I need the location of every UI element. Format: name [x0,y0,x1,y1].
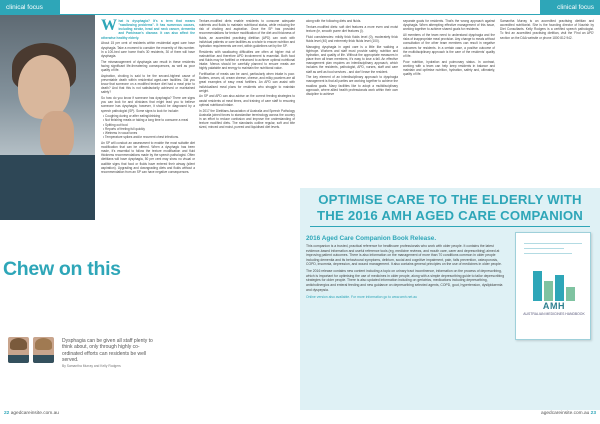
footer-site: agedcareinsite.com.au [10,411,59,416]
logo-bar [555,275,564,301]
paragraph: Texture-modified diets: soft diet features a more even and moist texture (ie, smooth puree diet features (i). [306,24,398,33]
logo-bar [533,271,542,301]
paragraph: along with the following diets and fluids. [306,19,362,23]
article-column-3 [306,19,398,98]
advert-rule [310,226,590,227]
footer-site: agedcareinsite.com.au [541,411,590,416]
section-tab-right: clinical focus [540,0,600,15]
paragraph: Poor nutrition, hydration and pulmonary status. In contrast, working with a team can help keep residents in balance and maintain and optimise nutrition, hydration, safety and, ultimately, quality of life. [403,59,495,77]
headline: Chew on this [3,258,121,280]
sign-item: • Reports of feeling full quickly [103,126,145,131]
photo-shirt [33,355,54,363]
advert-subtitle: 2016 Aged Care Companion Book Release. [306,235,437,242]
intro-text: hat is dysphagia? It's a term that means "swallowing problems". It has numerous causes, including stroke, head and neck cancer, dementia and Parkinson's disease. It can also affect the otherwise healthy elderly. [101,19,195,40]
author-photo-2 [33,337,54,363]
sign-item: • Coughing during or after eating/drinking [103,114,161,119]
top-rule-right [300,14,540,15]
paragraph: So how do you know if someone has dysphagia? There are signs you can look for and clinicians that might lead you to believe someone has dysphagia; however, it should be diagnosed by a speech pathologist (SP). Some signs to look for include: [101,96,195,113]
paragraph: Texture-modified diets enable residents to consume adequate nutrients and fluids to maintain nutritional status, while reducing the risk of choking and aspiration. Once the SP has provided recommendations for texture modification of the diet and thickness of fluids, an accredited practising dietitian (APD) can work with individual patients or care facilities as a whole to ensure nutrition and hydration requirements are met, within guidelines set by the SP. [199,19,295,48]
advert-paragraph: This companion is a trusted, practical reference for healthcare professionals who work with older people. It contains the latest evidence-based information and useful reference tools (eg, medicine reviews, and mouth care, carer and deprescribing) aimed at improving patient outcomes. There is also information on the management of more than 70 conditions common in older people including dementia and its behavioural symptoms, delirium, social and cognitive impairment, pain, falls prevention, osteoporosis, COPD, insomnia, depression, and wound management. It also contains general principles on the use of medicines in older people. [306,244,502,267]
author-note: Samantha Murray is an accredited practising dietitian and accredited nutritionist. She is the founding director of Nourish by Diet Consultants. Kelly Rodgers is a certified speech pathologist. To find an accredited practising dietitian, visit the 'Find an APD' section on the DAA website or phone 1800 812 942. [500,19,594,40]
sign-item: • Not finishing meals or taking a long time to consume a meal [103,118,189,123]
cover-line [524,243,582,244]
article-column-4 [403,19,495,78]
photo-hair [35,338,52,350]
sign-item: • Spitting out food [103,122,128,127]
paragraph: Aspiration, choking is said to be the second-highest cause of preventable death within residential aged-care facilities. Did you know that someone on a modified texture diet had a meal prior to death? And that this is not satisfactorily achieved or maintained safely? [101,73,195,95]
paragraph: About 15 per cent of residents within residential aged care have dysphagia. Take a moment to consider the enormity of this number. In a 100-bed care home that's 30 residents, 30 of them will have dysphagia. [101,41,195,58]
page-number: 22 [4,411,10,416]
article-photo [0,15,95,220]
paragraph: Residents with swallowing difficulties are often at higher risk of malnutrition and therefore APD involvement is essential. Both food and fluids may be fortified or enhanced to achieve optimal nutritional intake. Menus should be carefully planned to ensure meals are highly palatable and energy to maintain the nutritional value. [199,49,295,71]
logo-bar [544,281,553,301]
paragraph: Managing dysphagia in aged care is a little like walking a tightrope. Workers and staff must provide safety, nutrition and hydration, and quality of life. Without the appropriate measures in place from all team members, it's easy to lose a fall. An effective management plan requires an interdisciplinary approach, which includes the residents, pathologist, APD, nurses, staff and care staff as well as food services - and don't leave the resident. [306,44,398,74]
advert-body [306,244,508,302]
paragraph: An SP and APD can also advise on the correct feeding strategies to assist residents at meal times, and training of care staff to ensuring optimal nutritional intake. [199,94,295,107]
paragraph: Fluid consistencies: mildly thick fluids level (0), moderately thick fluids level (40) and extremely thick fluids level (100). [306,34,398,43]
cover-line [524,253,572,254]
top-rule-left [60,14,300,15]
logo-bar [566,287,575,301]
paragraph: The key element of an interdisciplinary approach to dysphagia management is that all parties are working together to achieve the swallow goals. Many facilities like to adopt a multidisciplinary approach, where allied health professionals work within their own discipline to achieve [306,75,398,96]
logo-subtext: AUSTRALIAN MEDICINES HANDBOOK [523,312,585,316]
footer-left [4,411,59,416]
article-column-2 [199,19,295,131]
photo-shirt [0,155,95,220]
paragraph: separate goals for residents. That's the wrong approach against dysphagia. When attempting effective management of this issue, working together to achieve shared goals for residents. [403,19,495,32]
byline: By Samantha Murray and Kelly Rodgers [62,363,121,368]
author-blurb [62,338,154,368]
logo-text: AMH [542,301,566,311]
cover-line [524,248,564,249]
amh-logo-icon [533,271,575,301]
drop-cap: W [101,17,117,34]
photo-shirt [8,355,29,363]
footer-right [541,411,596,416]
photo-hand [40,111,74,159]
photo-face [18,55,70,119]
book-cover [515,232,591,340]
right-page [300,0,600,424]
sign-item: • Wetness in vocal tones [103,130,138,135]
blurb-text: Dysphagia can be given all staff plenty to think about, only through highly co-ordinated efforts can residents be well served. [62,338,153,363]
advert-title: OPTIMISE CARE TO THE ELDERLY WITH THE 2016 AMH AGED CARE COMPANION [316,192,584,223]
intro-paragraph [101,19,195,40]
advert-paragraph: The 2016 release contains new content including a topic on urinary tract incontinence, information on the process of deprescribing, which is important for optimising the use of medicines in older people, along with a simple deprescribing guide to tailor deprescribing strategies for older people. There is also updated information including on geriatrics, medications including deprescribing, anticholinergics and enteral feeding and new guidance on deprescribing selected agents, COPD, gout, hypertension, dyslipidaemia and dyspepsia. [306,269,505,292]
page-number: 23 [590,411,596,416]
paragraph: In 2017 the Dietitians Association of Australia and Speech Pathology Australia joined forces to standardise terminology across the country in an effort to reduce confusion and improve the understanding of texture modified diets. The standards outline regular, soft and bite sized, minced and moist, pureed and liquidised diet levels. [199,108,295,130]
paragraph: All members of the team need to understand dysphagia and the risks of inappropriate meal provision. Any change to meals without consultation of the other team members can result in negative outcomes for residents. In a certain case, a positive outcome of the multidisciplinary approach is the care of the residents' quality of life. [403,33,495,58]
paragraph: An SP will conduct an assessment to enable the most suitable diet modification that can be offered. When a dysphagic has been made, it's essential to follow the texture modification and fluid thickness recommendations made by the speech pathologist. Often dietitians will have dysphagia, 50 per cent may show no visual or audible signs that food or fluids have entered their airway (silent aspiration). Upgrading and downgrading diets and fluids without a recommendation from an SP can have negative consequences. [101,140,195,174]
section-tab-left: clinical focus [0,0,60,15]
advert-cta[interactable]: Online version also available. For more information go to www.amh.net.au [306,294,418,299]
article-column-5 [500,19,594,41]
photo-hair [10,338,27,350]
article-column-1 [101,19,195,176]
paragraph: The mismanagement of dysphagia can result in these residents facing significant life-threatening consequences, as well as poor quality of life. [101,59,195,72]
paragraph: Fortification of meals can be used, particularly when intake is poor. Butters, cream, oil, cream cheese, cheese, and milky powders are all great examples of easy meal fortifiers. An APD can assist with individualised meal plans for residents who struggle to maintain weight. [199,72,295,93]
sign-item: • Temperature spikes and/or recurrent chest infections. [103,135,179,140]
author-photo-1 [8,337,29,363]
